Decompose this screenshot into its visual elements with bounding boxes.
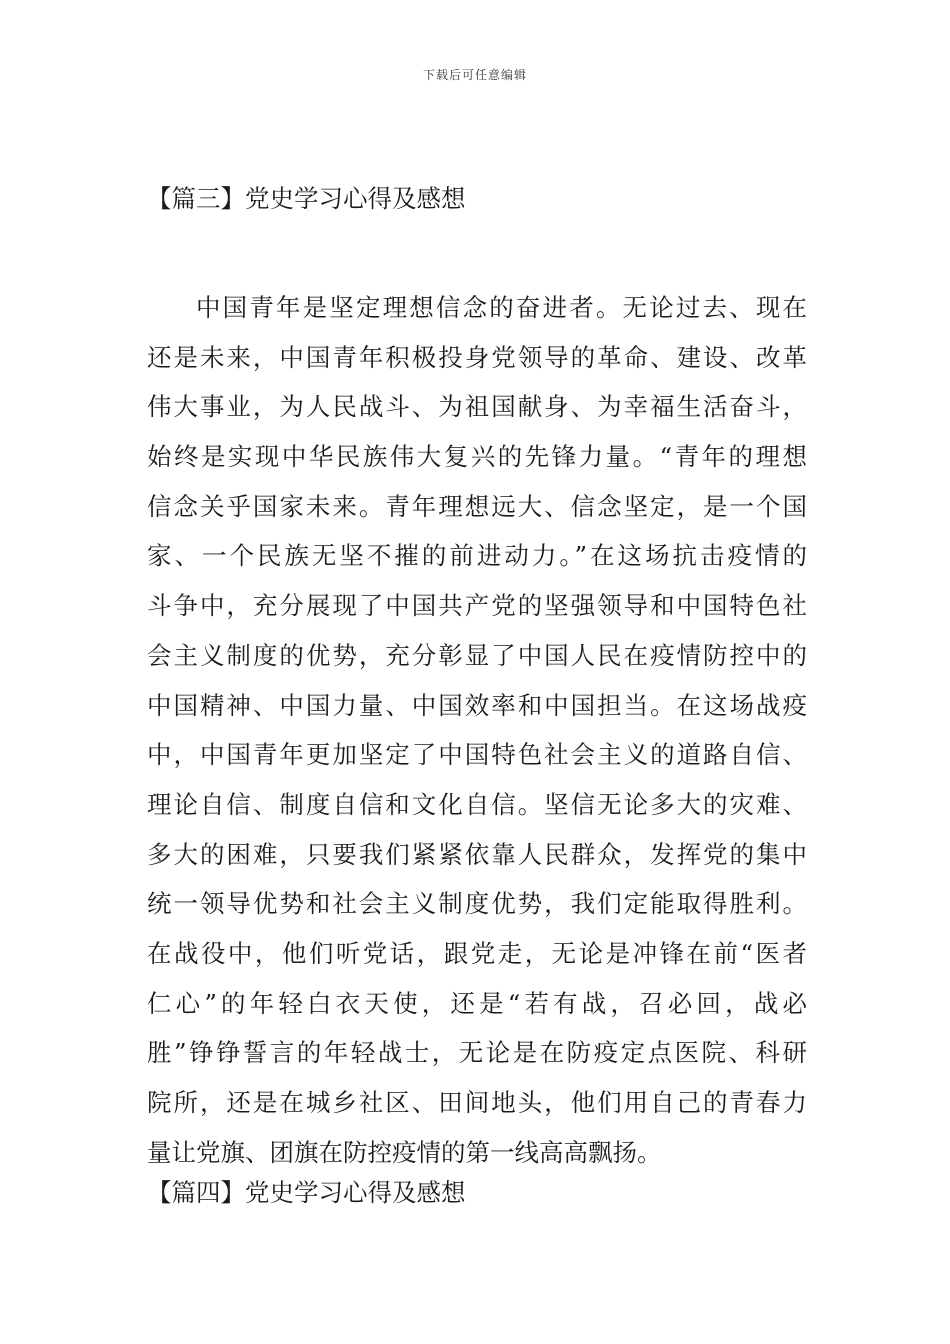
section-title-3: 【篇三】党史学习心得及感想 (147, 184, 466, 213)
paragraph-line: 伟大事业，为人民战斗、为祖国献身、为幸福生活奋斗， (147, 392, 807, 422)
section-title-4: 【篇四】党史学习心得及感想 (147, 1178, 466, 1207)
paragraph-line: 多大的困难，只要我们紧紧依靠人民群众，发挥党的集中 (147, 839, 807, 869)
paragraph-line: 始终是实现中华民族伟大复兴的先锋力量。“青年的理想 (147, 442, 807, 472)
paragraph-line: 量让党旗、团旗在防控疫情的第一线高高飘扬。 (147, 1137, 662, 1167)
paragraph-line: 中，中国青年更加坚定了中国特色社会主义的道路自信、 (147, 740, 807, 770)
paragraph-line: 中国精神、中国力量、中国效率和中国担当。在这场战疫 (147, 690, 807, 720)
paragraph-line: 还是未来，中国青年积极投身党领导的革命、建设、改革 (147, 342, 807, 372)
header-note: 下载后可任意编辑 (422, 68, 527, 82)
paragraph-line: 家、一个民族无坚不摧的前进动力。”在这场抗击疫情的 (147, 541, 807, 571)
paragraph-line: 胜”铮铮誓言的年轻战士，无论是在防疫定点医院、科研 (147, 1038, 807, 1068)
paragraph-line: 院所，还是在城乡社区、田间地头，他们用自己的青春力 (147, 1088, 807, 1117)
paragraph-line: 仁心”的年轻白衣天使，还是“若有战，召必回，战必 (147, 988, 807, 1018)
paragraph-line: 中国青年是坚定理想信念的奋进者。无论过去、现在 (196, 293, 807, 322)
paragraph-line: 理论自信、制度自信和文化自信。坚信无论多大的灾难、 (147, 789, 807, 819)
paragraph-line: 在战役中，他们听党话，跟党走，无论是冲锋在前“医者 (147, 938, 807, 968)
paragraph-line: 统一领导优势和社会主义制度优势，我们定能取得胜利。 (147, 889, 807, 919)
body-paragraph (147, 283, 807, 1177)
paragraph-line: 信念关乎国家未来。青年理想远大、信念坚定，是一个国 (147, 491, 807, 521)
paragraph-line: 斗争中，充分展现了中国共产党的坚强领导和中国特色社 (147, 591, 807, 621)
paragraph-line: 会主义制度的优势，充分彰显了中国人民在疫情防控中的 (147, 640, 807, 670)
